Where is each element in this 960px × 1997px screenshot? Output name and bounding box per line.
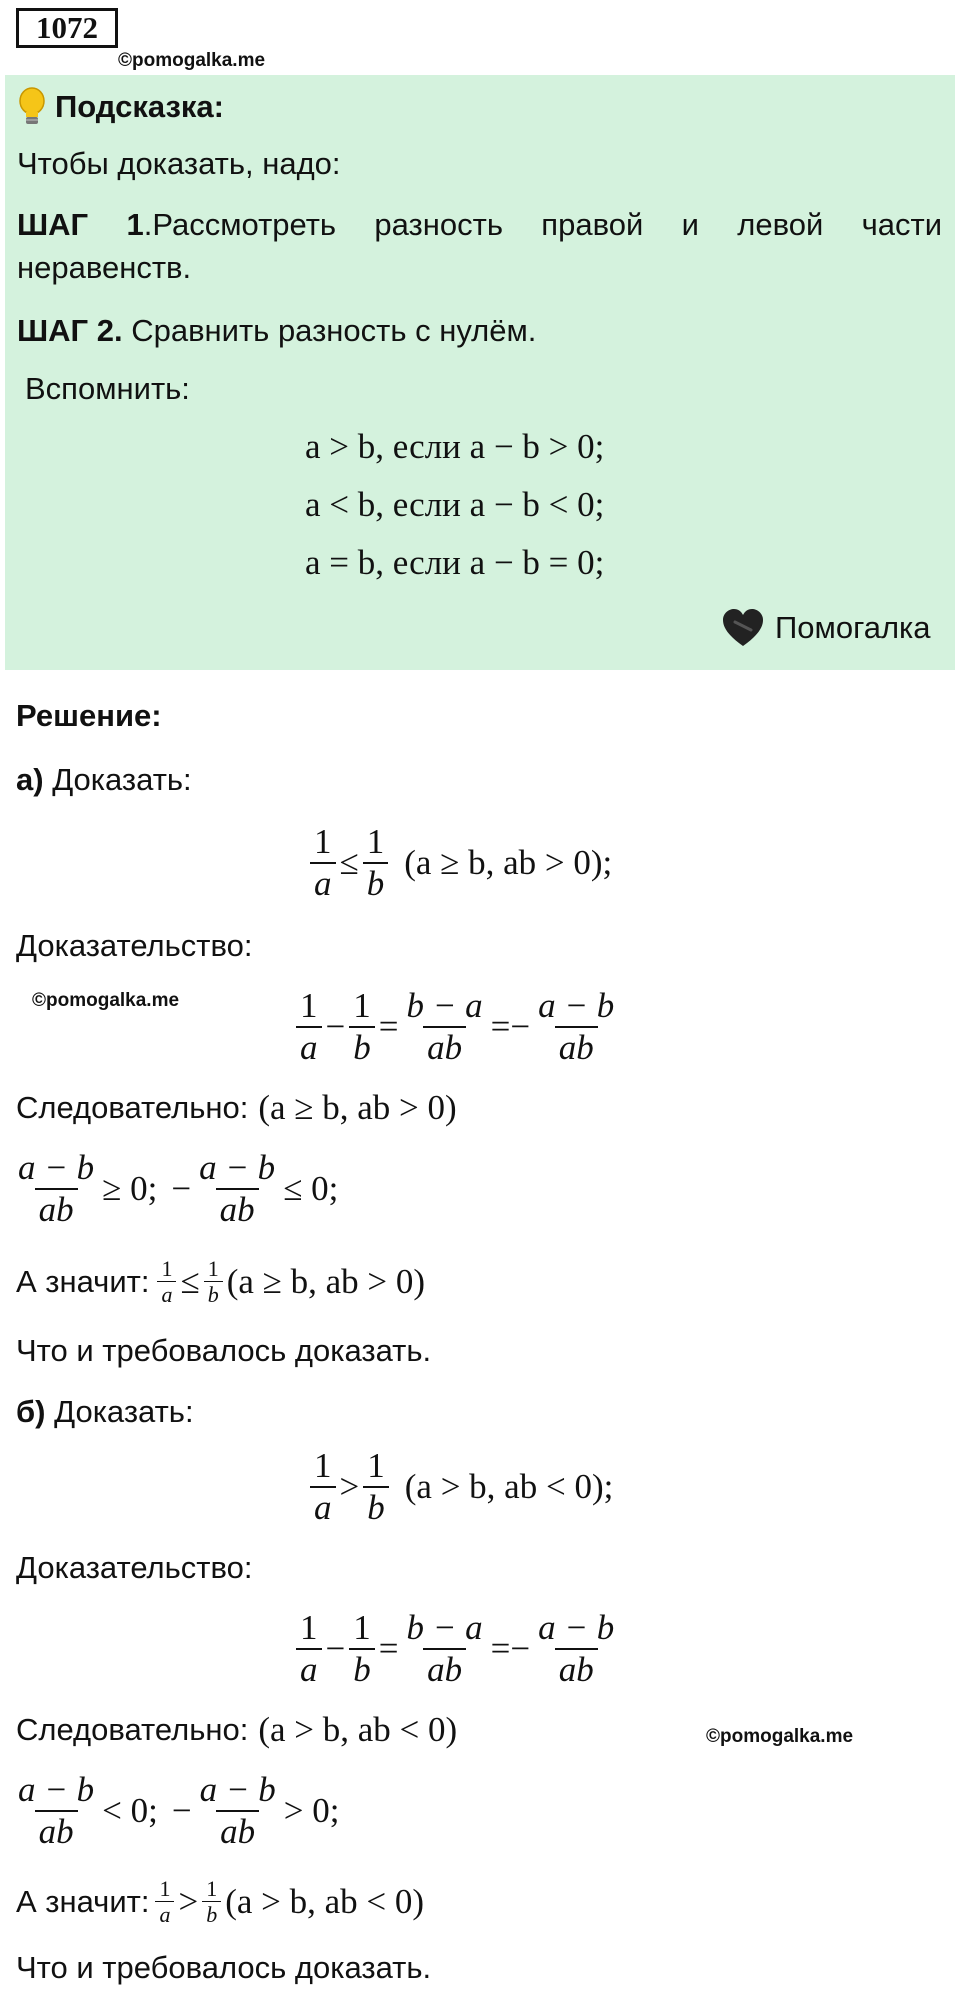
eq-sign: = <box>490 1629 511 1669</box>
frac-den: ab <box>35 1188 78 1230</box>
frac-num: 1 <box>161 1256 173 1281</box>
watermark: ©pomogalka.me <box>118 50 266 71</box>
frac-num: a − b <box>538 1608 615 1647</box>
frac-num: 1 <box>159 1876 171 1901</box>
proof-word-a: Доказательство: <box>16 928 253 963</box>
ineq-tail: ≥ 0; <box>102 1169 158 1209</box>
frac-den: a <box>310 862 336 904</box>
part-b-prove <box>16 1394 194 1430</box>
frac-num: a − b <box>199 1770 276 1809</box>
part-a-label: а) <box>16 762 44 797</box>
frac-den: ab <box>423 1648 466 1690</box>
hint-box <box>5 75 955 670</box>
frac-den: b <box>349 1026 375 1068</box>
proof-word-b: Доказательство: <box>16 1550 253 1585</box>
eq-sign: = <box>378 1629 399 1669</box>
solution-title: Решение: <box>16 698 162 733</box>
frac-num: a − b <box>18 1148 95 1187</box>
hint-step2 <box>17 313 536 349</box>
result-cond: (a ≥ b, ab > 0) <box>226 1261 426 1301</box>
step1-text: .Рассмотреть разность правой и левой части <box>143 207 943 242</box>
watermark: ©pomogalka.me <box>706 1726 854 1747</box>
part-b-statement <box>306 1446 613 1529</box>
part-a-difference <box>292 986 622 1069</box>
le-sign: ≤ <box>339 843 359 883</box>
part-a-statement <box>306 822 612 905</box>
therefore-word: Следовательно: <box>16 1090 249 1125</box>
frac-num: 1 <box>353 986 371 1025</box>
hint-title: Подсказка: <box>55 89 224 124</box>
frac-den: a <box>155 1901 174 1927</box>
frac-den: ab <box>35 1810 78 1852</box>
minus-sign: − <box>325 1629 346 1669</box>
statement-cond: (a ≥ b, ab > 0); <box>404 843 613 883</box>
minus-sign: − <box>171 1169 192 1209</box>
frac-den: b <box>349 1648 375 1690</box>
brand-name: Помогалка <box>775 610 931 645</box>
frac-den: b <box>202 1901 221 1927</box>
frac-num: a − b <box>18 1770 95 1809</box>
part-b-qed: Что и требовалось доказать. <box>16 1950 432 1985</box>
minus-sign: − <box>510 1629 531 1669</box>
result-sign: > <box>178 1881 199 1921</box>
gt-sign: > <box>339 1467 360 1507</box>
ineq-tail: ≤ 0; <box>283 1169 339 1209</box>
frac-num: 1 <box>206 1876 218 1901</box>
ineq-tail: < 0; <box>102 1791 158 1831</box>
frac-den: ab <box>423 1026 466 1068</box>
brand <box>721 608 931 648</box>
part-b-means <box>16 1876 424 1928</box>
step1-label: ШАГ 1 <box>17 207 144 242</box>
step1-continued: неравенств. <box>17 250 192 285</box>
minus-sign: − <box>171 1791 192 1831</box>
therefore-cond: (a > b, ab < 0) <box>258 1710 458 1749</box>
rule-less: a < b, если a − b < 0; <box>305 485 605 524</box>
step2-label: ШАГ 2. <box>17 313 123 348</box>
problem-number: 1072 <box>16 8 118 48</box>
frac-num: 1 <box>367 1446 385 1485</box>
frac-num: 1 <box>300 986 318 1025</box>
frac-num: 1 <box>300 1608 318 1647</box>
frac-num: b − a <box>406 1608 483 1647</box>
minus-sign: − <box>325 1007 346 1047</box>
frac-den: b <box>363 862 389 904</box>
hint-intro: Чтобы доказать, надо: <box>17 146 341 181</box>
hint-remember: Вспомнить: <box>25 371 190 406</box>
frac-den: a <box>310 1486 336 1528</box>
frac-num: a − b <box>538 986 615 1025</box>
result-sign: ≤ <box>180 1261 200 1301</box>
frac-num: 1 <box>353 1608 371 1647</box>
frac-den: a <box>296 1648 322 1690</box>
frac-num: a − b <box>199 1148 276 1187</box>
ineq-tail: > 0; <box>283 1791 340 1831</box>
frac-den: ab <box>216 1810 259 1852</box>
eq-sign: = <box>490 1007 511 1047</box>
frac-den: b <box>363 1486 389 1528</box>
frac-den: ab <box>216 1188 259 1230</box>
part-b-inequalities <box>10 1770 339 1853</box>
heart-icon <box>721 608 765 648</box>
hint-step1 <box>17 207 942 243</box>
therefore-word: Следовательно: <box>16 1712 249 1747</box>
prove-word: Доказать: <box>52 762 192 797</box>
frac-num: 1 <box>366 822 385 861</box>
part-a-means <box>16 1256 425 1308</box>
frac-num: b − a <box>406 986 483 1025</box>
frac-den: a <box>157 1281 176 1307</box>
part-b-label: б) <box>16 1394 46 1429</box>
result-cond: (a > b, ab < 0) <box>225 1881 425 1921</box>
frac-den: ab <box>555 1648 598 1690</box>
prove-word: Доказать: <box>54 1394 194 1429</box>
eq-sign: = <box>378 1007 399 1047</box>
therefore-cond: (a ≥ b, ab > 0) <box>258 1088 457 1127</box>
means-word: А значит: <box>16 1883 150 1919</box>
part-b-difference <box>292 1608 622 1691</box>
minus-sign: − <box>510 1007 531 1047</box>
hint-header <box>17 87 224 127</box>
frac-num: 1 <box>314 822 332 861</box>
frac-num: 1 <box>207 1256 219 1281</box>
rule-greater: a > b, если a − b > 0; <box>305 427 605 466</box>
step2-text: Сравнить разность с нулём. <box>122 313 537 348</box>
statement-cond: (a > b, ab < 0); <box>404 1467 614 1507</box>
part-a-therefore <box>16 1088 457 1128</box>
watermark: ©pomogalka.me <box>32 990 180 1011</box>
part-b-therefore <box>16 1710 457 1750</box>
frac-den: b <box>204 1281 223 1307</box>
rule-equal: a = b, если a − b = 0; <box>305 543 605 582</box>
part-a-qed: Что и требовалось доказать. <box>16 1333 432 1368</box>
frac-den: a <box>296 1026 322 1068</box>
frac-den: ab <box>555 1026 598 1068</box>
lightbulb-icon <box>17 87 47 127</box>
part-a-prove <box>16 762 192 798</box>
means-word: А значит: <box>16 1263 150 1299</box>
part-a-inequalities <box>10 1148 338 1231</box>
frac-num: 1 <box>314 1446 332 1485</box>
